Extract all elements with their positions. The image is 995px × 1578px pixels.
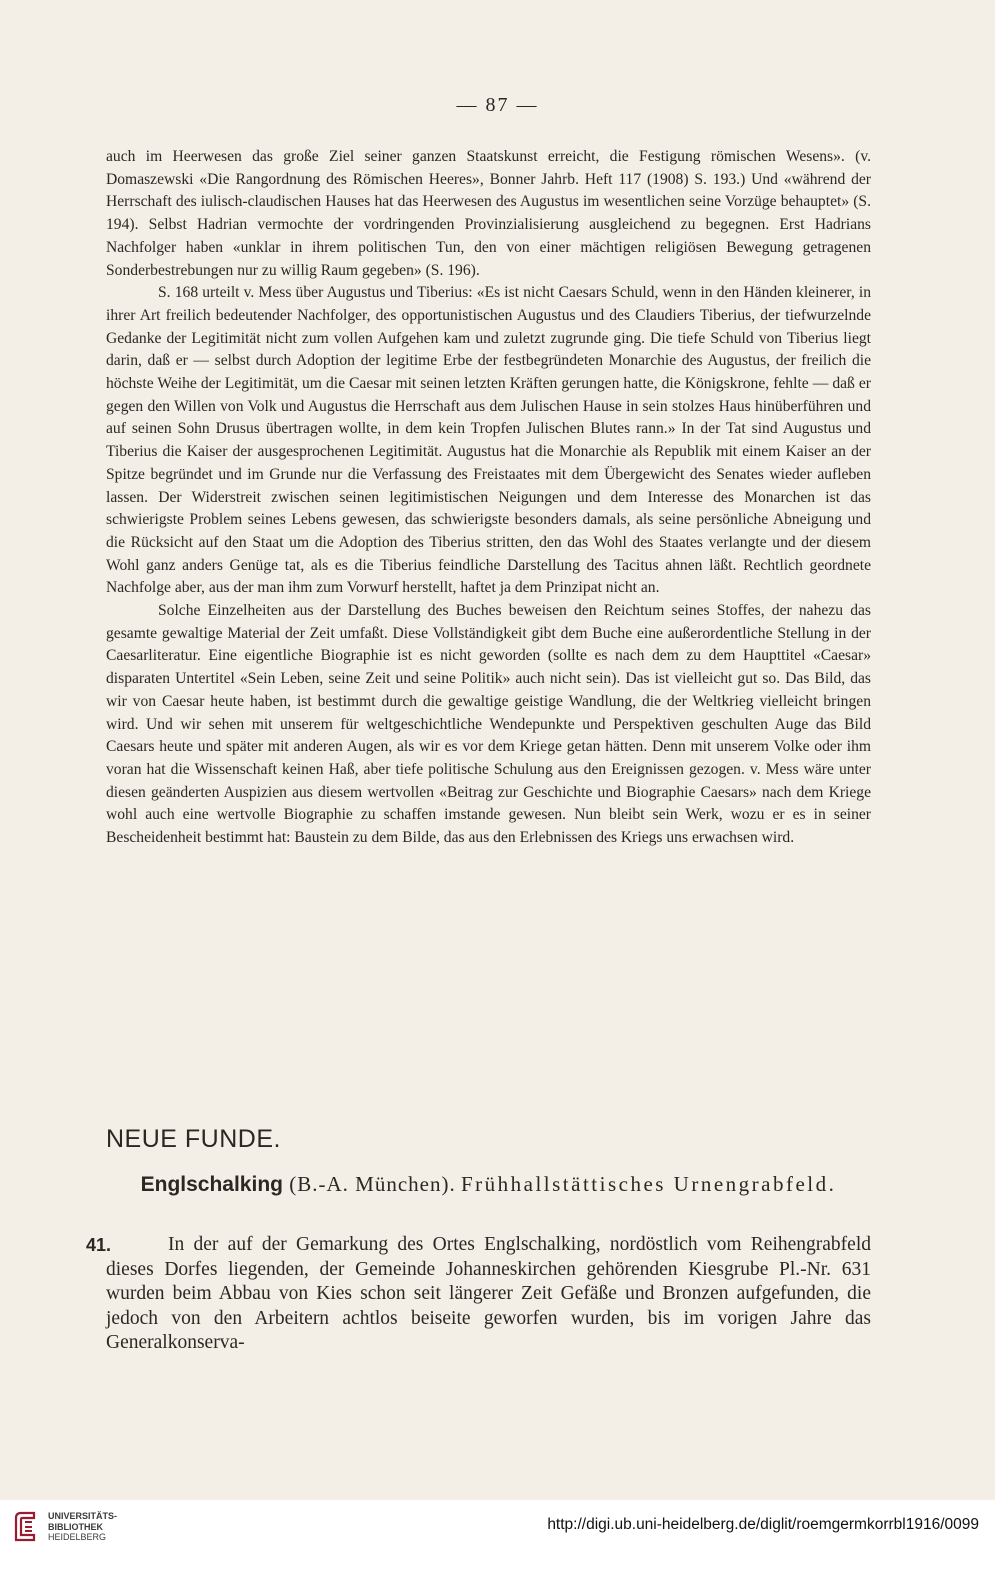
entry-heading [106,1168,871,1201]
entry-location: (B.-A. München). [282,1172,456,1196]
library-line-1: UNIVERSITÄTS- [48,1511,118,1521]
entry-place: Englschalking [140,1173,283,1196]
library-line-2: BIBLIOTHEK [48,1521,103,1532]
paragraph-2: S. 168 urteilt v. Mess über Augustus und Tiberius: «Es ist nicht Caesars Schuld, wenn in den Händen kleinerer, in ihrer Art freilich bedeutender Nachfolger, des opportunistischen Augustus und des Claudiers Tiberius, der tiefwurzelnde Gedanke der Legitimität nicht zum vollen Aufgehen kam und zuletzt zugrunde ging. Die tiefe Schuld von Tiberius liegt darin, daß er — selbst durch Adoption der legitime Erbe der festbegründeten Monarchie des Augustus, der freilich die höchste Weihe der Legitimität, um die Caesar mit seinen letzten Kräften gerungen hatte, die Königskrone, fehlte — daß er gegen den Willen von Volk und Augustus die Herrschaft aus dem Julischen Hause in sein stolzes Haus hinüberführen und auf seinen Sohn Drusus übertragen wollte, in dem kein Tropfen Julischen Blutes rann.» In der Tat sind Augustus und Tiberius die Kaiser der ausgesprochenen Legitimität. Augustus hat die Monarchie als Republik mit einem Kaiser an der Spitze begründet und im Grunde nur die Verfassung des Freistaates mit dem Übergewicht des Senates wieder aufleben lassen. Der Widerstreit zwischen seinen legitimistischen Neigungen und dem Interesse des Monarchen ist das schwierigste Problem seines Lebens gewesen, das schwierigste besonders damals, als seine persönliche Abneigung und die Rücksicht auf den Staat um die Adoption des Tiberius stritten, den das Wohl des Staates verlangte und der diesem Wohl ganz anders Genüge tat, als es die Tiberius feindliche Darstellung des Tacitus ahnen läßt. Rechtlich geordnete Nachfolge aber, aus der man ihm zum Vorwurf herstellt, haftet ja dem Prinzipat nicht an. [106,284,871,597]
library-logo-icon [12,1510,38,1544]
entry-type: Frühhallstättisches Urnengrabfeld. [460,1172,837,1196]
body-text [106,146,871,850]
entry-number: 41. [86,1235,112,1255]
entry-paragraph: In der auf der Gemarkung des Ortes Englschalking, nordöstlich vom Reihengrabfeld dieses Dorfes liegenden, der Gemeinde Johanneskirchen gehörenden Kiesgrube Pl.-Nr. 631 wurden beim Abbau von Kies schon seit längerer Zeit Gefäße und Bronzen aufgefunden, die jedoch von den Arbeitern achtlos beiseite geworfen wurden, bis im vorigen Jahre das Generalkonserva- [106,1234,871,1353]
page-number: — 87 — [456,94,539,116]
library-name [48,1511,117,1543]
entry-text [106,1233,871,1356]
footer-bar [0,1500,995,1578]
source-url-link[interactable]: http://digi.ub.uni-heidelberg.de/diglit/roemgermkorrbl1916/0099 [547,1516,979,1533]
paragraph-3: Solche Einzelheiten aus der Darstellung des Buches beweisen den Reichtum seines Stoffes, der nahezu das gesamte gewaltige Material der Zeit umfaßt. Diese Vollständigkeit gibt dem Buche eine außerordentliche Stellung in der Caesarliteratur. Eine eigentliche Biographie ist es nicht geworden (sollte es nach dem zu dem Haupttitel «Caesar» disparaten Untertitel «Sein Leben, seine Zeit und seine Politik» auch nicht sein). Das ist vielleicht gut so. Das Bild, das wir von Caesar heute haben, ist bestimmt durch die gewaltige geistige Wandlung, die der Weltkrieg vielleicht bringen wird. Und wir sehen mit unserem für weltgeschichtliche Wendepunkte und Perspektiven geschulten Auge das Bild Caesars heute und später mit anderen Augen, als wir es vor dem Kriege getan hätten. Denn mit unserem Volke oder ihm voran hat die Wissenschaft keinen Haß, aber tiefe politische Schulung aus den Ereignissen gezogen. v. Mess wäre unter diesen geänderten Auspizien aus diesem wertvollen «Beitrag zur Geschichte und Biographie Caesars» nach dem Kriege wohl auch eine wertvolle Biographie zu schaffen imstande gewesen. Nun bleibt sein Werk, wozu er es in seiner Bescheidenheit bestimmt hat: Baustein zu dem Bilde, das aus den Erlebnissen des Kriegs uns erwachsen wird. [106,602,871,847]
paragraph-1: auch im Heerwesen das große Ziel seiner ganzen Staatskunst erreicht, die Festigung römischen Wesens». (v. Domaszewski «Die Rangordnung des Römischen Heeres», Bonner Jahrb. Heft 117 (1908) S. 193.) Und «während der Herrschaft des iulisch-claudischen Hauses hat das Heerwesen des Augustus im wesentlichen seine Vorzüge behauptet» (S. 194). Selbst Hadrian vermochte der vordringenden Provinzialisierung ausgleichend zu begegnen. Erst Hadrians Nachfolger haben «unklar in ihrem politischen Tun, den von einer mächtigen religiösen Bewegung getragenen Sonderbestrebungen nur zu willig Raum gegeben» (S. 196). [106,148,871,279]
section-heading: NEUE FUNDE. [106,1125,281,1153]
library-line-3: HEIDELBERG [48,1532,107,1542]
